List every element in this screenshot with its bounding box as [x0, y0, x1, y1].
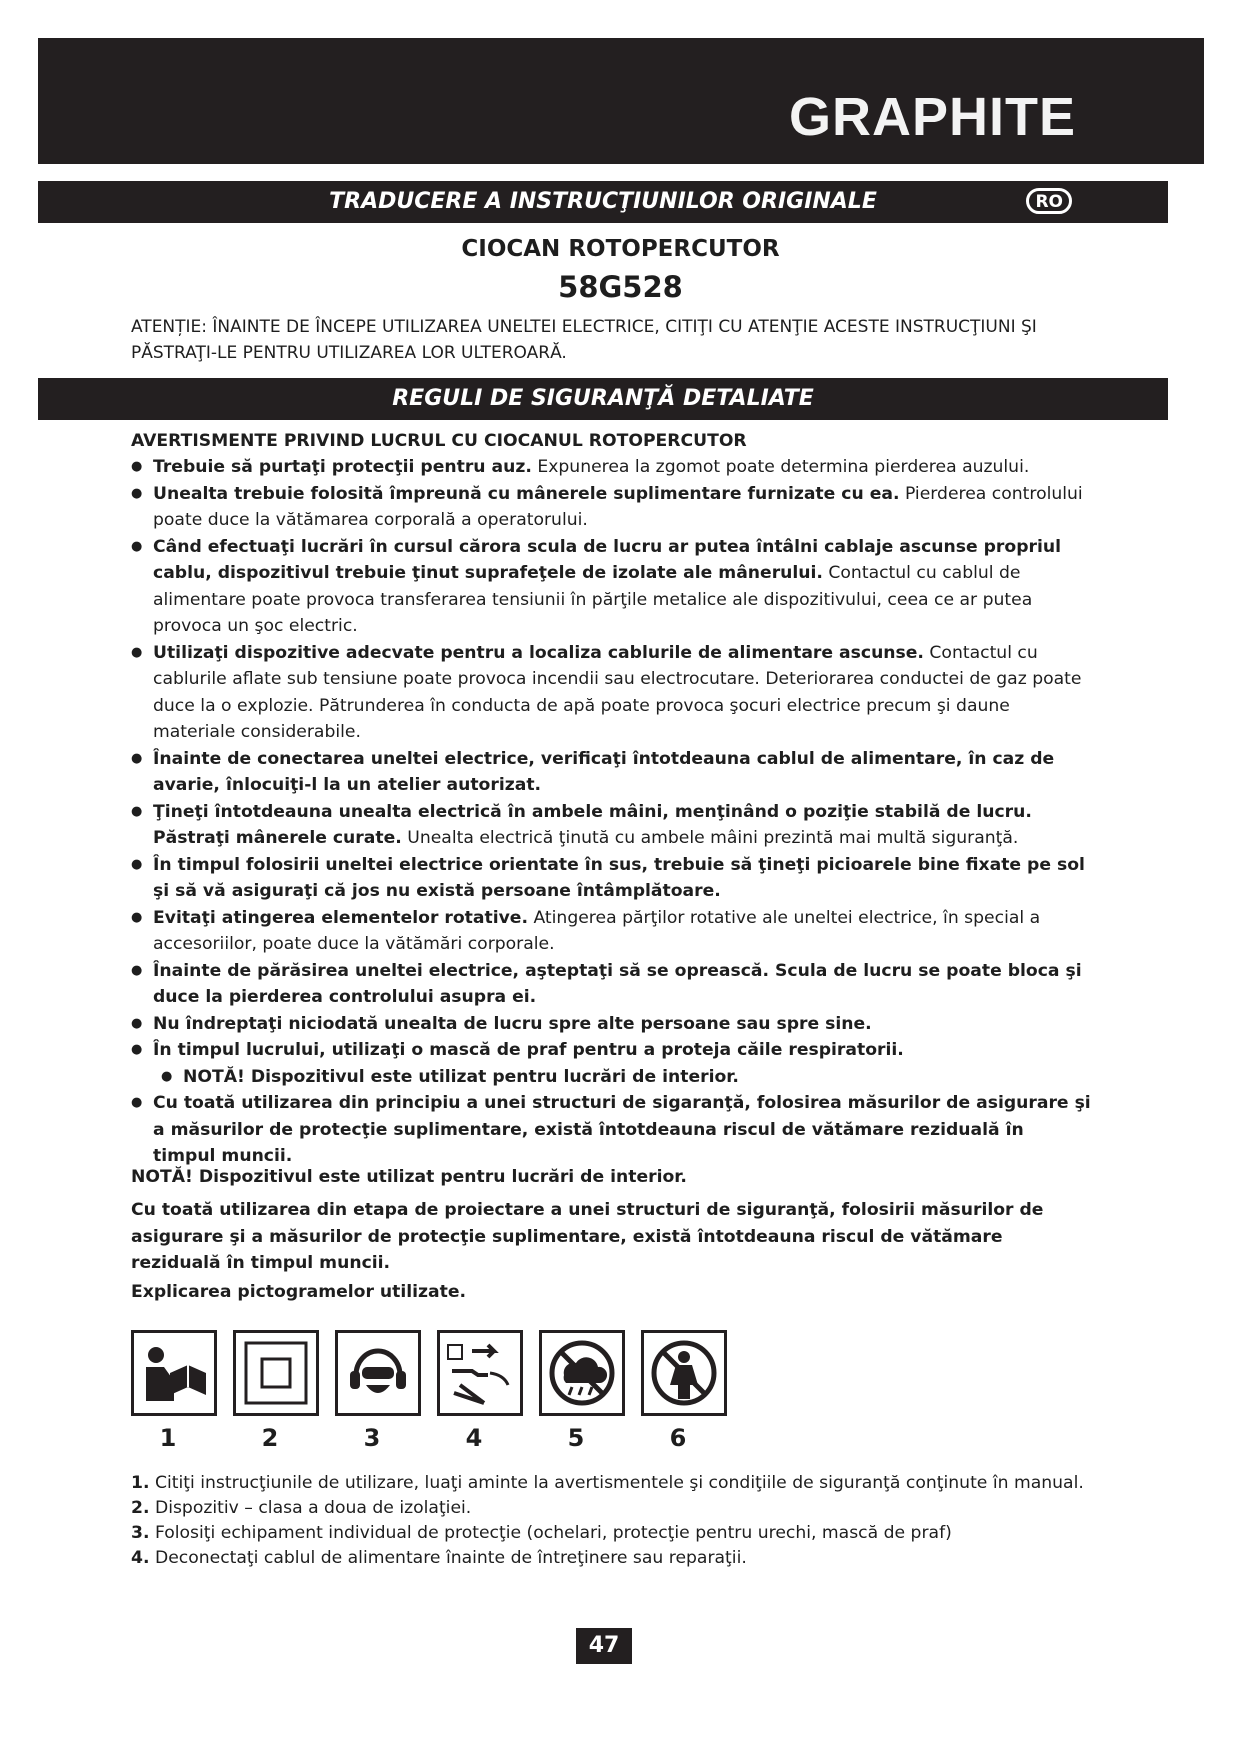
pictograms-title: Explicarea pictogramelor utilizate. [131, 1282, 467, 1302]
legend-number: 3. [131, 1523, 150, 1543]
pictogram-number: 6 [669, 1424, 687, 1452]
rule-bold: Ţineţi întotdeauna unealta electrică în ambele mâini, menţinând o poziţie stabilă de lucru. Păstraţi mânerele curate. [153, 801, 1032, 848]
keep-children-away-icon [641, 1330, 727, 1416]
pictogram-number: 4 [465, 1424, 483, 1452]
rule-text: Contactul cu cablurile aflate sub tensiune poate provoca incendii sau electrocutare. Deteriorarea conductei de gaz poate duce la o explozie. Pătrunderea în conducta de apă poate provoca şocuri electrice precum şi daune materiale considerabile. [153, 642, 1082, 742]
list-item [131, 1011, 1091, 1038]
legend-text: Deconectaţi cablul de alimentare înainte de întreţinere sau reparaţii. [149, 1548, 747, 1568]
residual-risk-paragraph: Cu toată utilizarea din etapa de proiectare a unei structuri de siguranţă, folosirii măsurilor de asigurare şi a măsurilor de protecţie suplimentare, există întotdeauna riscul de vătămare reziduală în timpul muncii. [131, 1200, 1044, 1273]
list-item [131, 1546, 1091, 1571]
brand-logo: GRAPHITE [788, 87, 1076, 147]
list-item [131, 1064, 1091, 1091]
safety-banner [38, 378, 1168, 420]
rule-bold: Trebuie să purtaţi protecţii pentru auz. [153, 457, 532, 477]
list-item [131, 454, 1091, 481]
translation-banner [38, 181, 1168, 223]
product-type: CIOCAN ROTOPERCUTOR [461, 236, 780, 262]
read-manual-icon [131, 1330, 217, 1416]
legend-text: Dispozitiv – clasa a doua de izolaţiei. [149, 1498, 472, 1518]
list-item [131, 1496, 1091, 1521]
rule-text: Atingerea părţilor rotative ale uneltei electrice, în special a accesoriilor, poate duce la vătămări corporale. [153, 907, 1041, 954]
rule-bold: Când efectuaţi lucrări în cursul cărora scula de lucru ar putea întâlni cablaje ascunse propriul cablu, dispozitivul trebuie ţinut suprafeţele de izolate ale mânerului. [153, 536, 1062, 583]
list-item [131, 1471, 1091, 1496]
list-item [131, 640, 1091, 746]
rule-bold: Înainte de părăsirea uneltei electrice, aşteptaţi să se oprească. Scula de lucru se poate bloca şi duce la pierderea controlului asupra ei. [153, 960, 1082, 1007]
list-item [131, 481, 1091, 534]
list-item [131, 746, 1091, 799]
safety-rules-list [131, 454, 1091, 1170]
protective-equipment-icon [335, 1330, 421, 1416]
rule-bold: Cu toată utilizarea din principiu a unei structuri de sigaranţă, folosirea măsurilor de asigurare şi a măsurilor de protecţie suplimentare, există întotdeauna riscul de vătămare reziduală în timpul muncii. [153, 1093, 1091, 1166]
note-paragraph: NOTĂ! Dispozitivul este utilizat pentru lucrări de interior. [131, 1167, 687, 1187]
language-badge: RO [1026, 188, 1072, 214]
banner-title: TRADUCERE A INSTRUCŢIUNILOR ORIGINALE [329, 189, 877, 214]
pictogram-legend [131, 1471, 1091, 1571]
rule-bold: Nu îndreptaţi niciodată unealta de lucru spre alte persoane sau spre sine. [153, 1013, 872, 1034]
rule-bold: În timpul folosirii uneltei electrice orientate în sus, trebuie să ţineţi picioarele bine fixate pe sol şi să vă asiguraţi că jos nu există persoane întâmplătoare. [153, 854, 1085, 901]
legend-number: 1. [131, 1473, 150, 1493]
rule-text: Unealta electrică ţinută cu ambele mâini prezintă mai multă siguranţă. [401, 828, 1019, 848]
list-item [131, 1521, 1091, 1546]
pictogram-number: 1 [159, 1424, 177, 1452]
rule-text: Pierderea controlului poate duce la vătămarea corporală a operatorului. [153, 483, 1083, 530]
list-item [131, 958, 1091, 1011]
legend-number: 2. [131, 1498, 150, 1518]
pictogram-number: 3 [363, 1424, 381, 1452]
model-number: 58G528 [558, 270, 683, 304]
pictogram-number: 2 [261, 1424, 279, 1452]
rule-bold: Utilizaţi dispozitive adecvate pentru a localiza cablurile de alimentare ascunse. [153, 642, 924, 663]
no-rain-icon [539, 1330, 625, 1416]
rule-bold: Înainte de conectarea uneltei electrice, verificaţi întotdeauna cablul de alimentare, în caz de avarie, înlocuiţi-l la un atelier autorizat. [153, 748, 1055, 795]
legend-text: Citiţi instrucţiunile de utilizare, luaţi aminte la avertismentele şi condiţiile de siguranţă conţinute în manual. [149, 1473, 1084, 1493]
rule-bold: NOTĂ! Dispozitivul este utilizat pentru lucrări de interior. [183, 1066, 739, 1087]
attention-warning: ATENȚIE: ÎNAINTE DE ÎNCEPE UTILIZAREA UNELTEI ELECTRICE, CITIŢI CU ATENŢIE ACESTE INSTRUCŢIUNI ŞI PĂSTRAŢI-LE PENTRU UTILIZAREA LOR ULTEROARĂ. [131, 317, 1037, 363]
rule-text: Contactul cu cablul de alimentare poate provoca transferarea tensiunii în părţile metalice ale dispozitivului, ceea ce ar putea provoca un şoc electric. [153, 563, 1033, 636]
section-subtitle: AVERTISMENTE PRIVIND LUCRUL CU CIOCANUL ROTOPERCUTOR [131, 431, 747, 451]
legend-text: Folosiţi echipament individual de protecţie (ochelari, protecţie pentru urechi, mască de praf) [149, 1523, 952, 1543]
pictogram-number: 5 [567, 1424, 585, 1452]
rule-text: Expunerea la zgomot poate determina pierderea auzului. [531, 457, 1030, 477]
rule-bold: Unealta trebuie folosită împreună cu mânerele suplimentare furnizate cu ea. [153, 483, 900, 504]
legend-number: 4. [131, 1548, 150, 1568]
rule-bold: Evitaţi atingerea elementelor rotative. [153, 907, 528, 928]
list-item [131, 1090, 1091, 1170]
list-item [131, 799, 1091, 852]
list-item [131, 534, 1091, 640]
unplug-icon [437, 1330, 523, 1416]
list-item [131, 1037, 1091, 1064]
list-item [131, 905, 1091, 958]
double-insulation-icon [233, 1330, 319, 1416]
page-number: 47 [576, 1628, 632, 1664]
safety-title: REGULI DE SIGURANŢĂ DETALIATE [392, 386, 814, 411]
header-band [38, 38, 1204, 164]
rule-bold: În timpul lucrului, utilizaţi o mască de praf pentru a proteja căile respiratorii. [153, 1040, 904, 1060]
list-item [131, 852, 1091, 905]
